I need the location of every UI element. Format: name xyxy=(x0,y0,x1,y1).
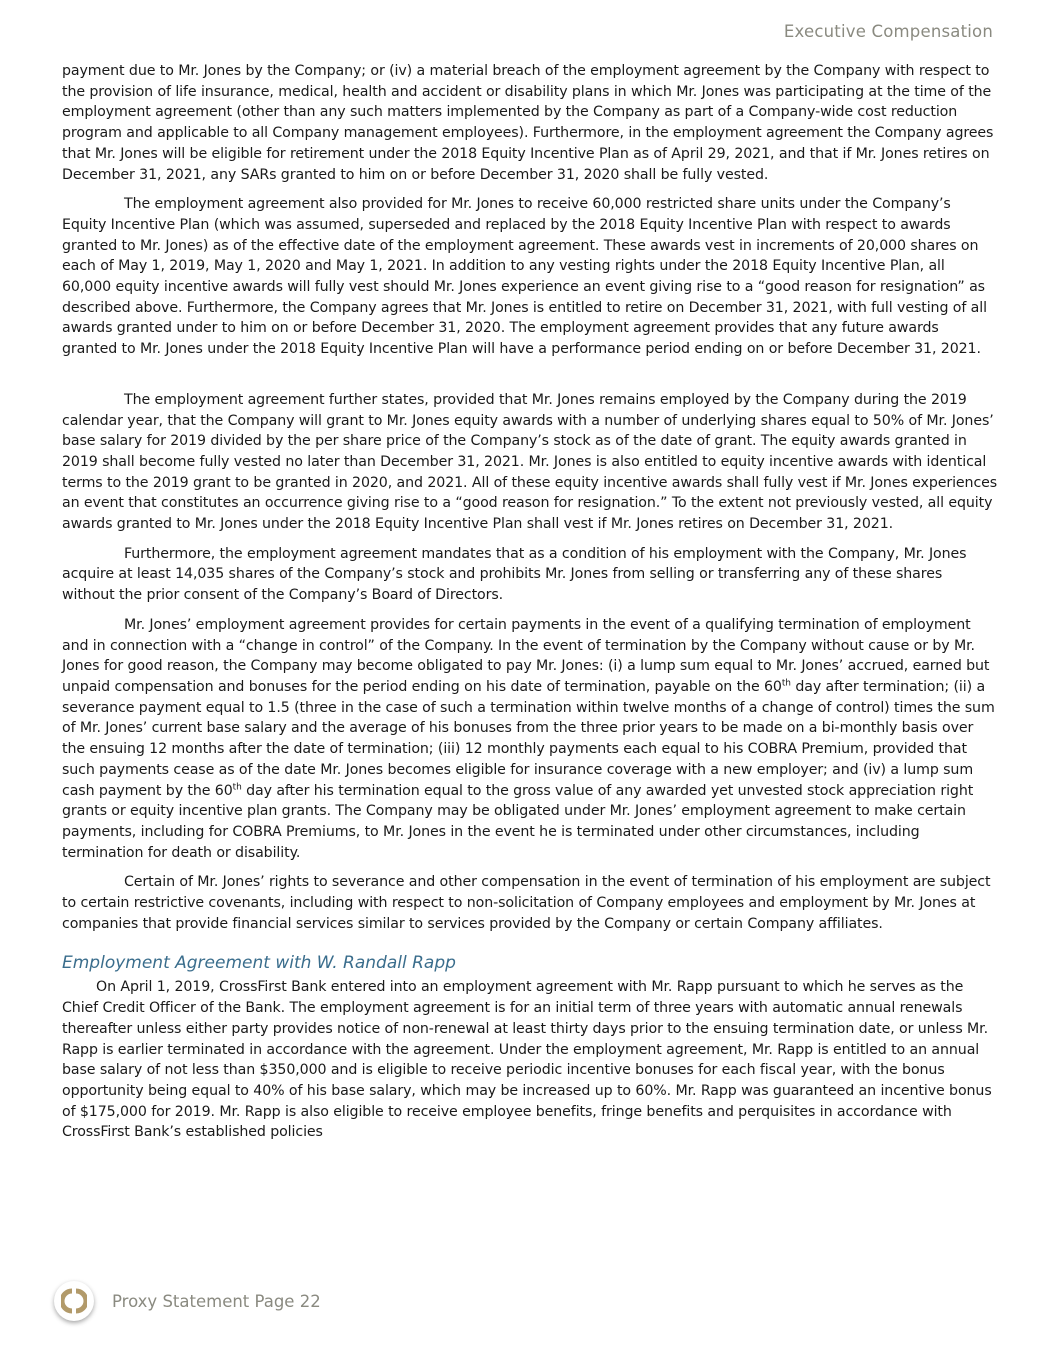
paragraph-5-part-b: day after termination; (ii) a severance payment equal to 1.5 (three in the case of such a termination within twelve months of a change of control) times the sum of Mr. Jones’ current base salary and the average of his bonuses from the three prior years to be made on a bi-monthly basis over the ensuing 12 months after the date of termination; (iii) 12 monthly payments each equal to his COBRA Premium, provided that such payments cease as of the date Mr. Jones becomes eligible for insurance coverage with a new employer; and (iv) a lump sum cash payment by the 60 xyxy=(62,678,995,799)
crossfirst-logo-icon xyxy=(54,1281,94,1321)
paragraph-4: Furthermore, the employment agreement mandates that as a condition of his employment with the Company, Mr. Jones acquire at least 14,035 shares of the Company’s stock and prohibits Mr. Jones from selling or transferring any of these shares without the prior consent of the Company’s Board of Directors. xyxy=(62,545,967,604)
paragraph-5-part-c: day after his termination equal to the gross value of any awarded yet unvested stock appreciation right grants or equity incentive plan grants. The Company may be obligated under Mr. Jones’ employment agreement to make certain payments, including for COBRA Premiums, to Mr. Jones in the event he is terminated under other circumstances, including termination for death or disability. xyxy=(62,782,974,861)
page-footer xyxy=(54,1281,321,1321)
paragraph-2: The employment agreement also provided for Mr. Jones to receive 60,000 restricted share units under the Company’s Equity Incentive Plan (which was assumed, superseded and replaced by the 2018 Equity Incentive Plan with respect to awards granted to Mr. Jones) as of the effective date of the employment agreement. These awards vest in increments of 20,000 shares on each of May 1, 2019, May 1, 2020 and May 1, 2021. In addition to any vesting rights under the 2018 Equity Incentive Plan, all 60,000 equity incentive awards will fully vest should Mr. Jones experience an event giving rise to a “good reason for resignation” as described above. Furthermore, the Company agrees that Mr. Jones is entitled to retire on December 31, 2021, with full vesting of all awards granted under to him on or before December 31, 2020. The employment agreement provides that any future awards granted to Mr. Jones under the 2018 Equity Incentive Plan will have a performance period ending on or before December 31, 2021. xyxy=(62,196,987,358)
paragraph-6: Certain of Mr. Jones’ rights to severance and other compensation in the event of termination of his employment are subject to certain restrictive covenants, including with respect to non-solicitation of Company employees and employment by Mr. Jones at companies that provide financial services similar to services provided by the Company or certain Company affiliates. xyxy=(62,874,991,932)
section-heading-rapp: Employment Agreement with W. Randall Rapp xyxy=(62,953,456,974)
superscript-th: th xyxy=(232,781,242,792)
page-number-label: Proxy Statement Page 22 xyxy=(112,1291,321,1311)
paragraph-5 xyxy=(62,615,998,863)
paragraph-3: The employment agreement further states, provided that Mr. Jones remains employed by the Company during the 2019 calendar year, that the Company will grant to Mr. Jones equity awards with a number of underlying shares equal to 50% of Mr. Jones’ base salary for 2019 divided by the per share price of the Company’s stock as of the date of grant. The equity awards granted in 2019 shall become fully vested no later than December 31, 2021. Mr. Jones is also entitled to equity incentive awards with identical terms to the 2019 grant to be granted in 2020, and 2021. All of these equity incentive awards shall fully vest if Mr. Jones experiences an event that constitutes an occurrence giving rise to a “good reason for resignation.” To the extent not previously vested, all equity awards granted to Mr. Jones under the 2018 Equity Incentive Plan shall vest if Mr. Jones retires on December 31, 2021. xyxy=(62,391,998,533)
paragraph-1: payment due to Mr. Jones by the Company; or (iv) a material breach of the employment agreement by the Company with respect to the provision of life insurance, medical, health and accident or disability plans in which Mr. Jones was participating at the time of the employment agreement (other than any such matters implemented by the Company as part of a Company-wide cost reduction program and applicable to all Company management employees). Furthermore, in the employment agreement the Company agrees that Mr. Jones will be eligible for retirement under the 2018 Equity Incentive Plan as of April 29, 2021, and that if Mr. Jones retires on December 31, 2021, any SARs granted to him on or before December 31, 2020 shall be fully vested. xyxy=(62,63,994,183)
page-section-title: Executive Compensation xyxy=(783,22,993,41)
paragraph-5-part-a: Mr. Jones’ employment agreement provides for certain payments in the event of a qualifying termination of employment and in connection with a “change in control” of the Company. In the event of termination by the Company without cause or by Mr. Jones for good reason, the Company may become obligated to pay Mr. Jones: (i) a lump sum equal to Mr. Jones’ accrued, earned but unpaid compensation and bonuses for the period ending on his date of termination, payable on the 60 xyxy=(62,616,990,695)
superscript-th: th xyxy=(781,678,791,689)
paragraph-7: On April 1, 2019, CrossFirst Bank entered into an employment agreement with Mr. Rapp pursuant to which he serves as the Chief Credit Officer of the Bank. The employment agreement is for an initial term of three years with automatic annual renewals thereafter unless either party provides notice of non-renewal at least thirty days prior to the ensuing termination date, or unless Mr. Rapp is earlier terminated in accordance with the agreement. Under the employment agreement, Mr. Rapp is entitled to an annual base salary of not less than $350,000 and is eligible to receive periodic incentive bonuses for each fiscal year, with the bonus opportunity being equal to 40% of his base salary, which may be increased up to 60%. Mr. Rapp was guaranteed an incentive bonus of $175,000 for 2019. Mr. Rapp is also eligible to receive employee benefits, fringe benefits and perquisites in accordance with CrossFirst Bank’s established policies xyxy=(62,979,992,1141)
document-body xyxy=(62,61,998,1143)
